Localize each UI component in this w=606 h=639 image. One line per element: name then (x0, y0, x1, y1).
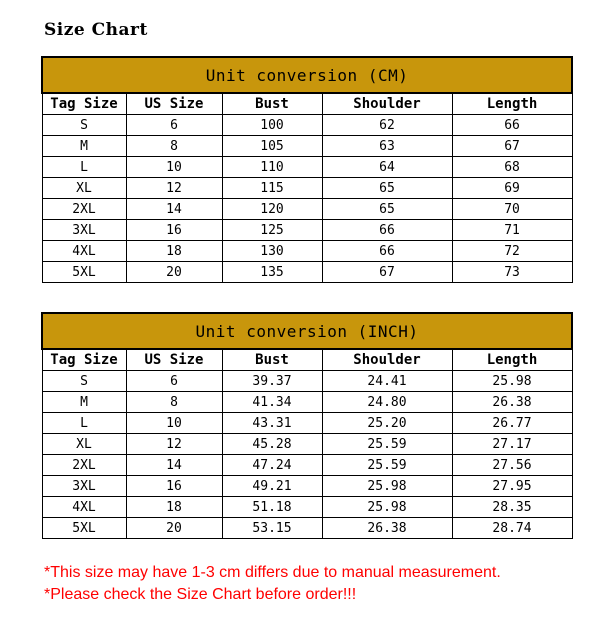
cell-tag-size: 4XL (42, 497, 126, 518)
table-row (42, 115, 572, 136)
cell-length: 72 (452, 241, 572, 262)
table-row (42, 220, 572, 241)
column-header-us-size: US Size (126, 93, 222, 115)
cell-shoulder: 65 (322, 178, 452, 199)
cell-tag-size: XL (42, 178, 126, 199)
table-row (42, 518, 572, 539)
cell-bust: 41.34 (222, 392, 322, 413)
cell-tag-size: L (42, 157, 126, 178)
cell-us-size: 8 (126, 392, 222, 413)
table-row (42, 434, 572, 455)
table-row (42, 178, 572, 199)
cell-shoulder: 25.98 (322, 497, 452, 518)
cell-us-size: 18 (126, 497, 222, 518)
note-check-chart: *Please check the Size Chart before order!!! (44, 586, 357, 603)
cell-length: 27.17 (452, 434, 572, 455)
cell-us-size: 12 (126, 178, 222, 199)
cell-length: 70 (452, 199, 572, 220)
inch-table-banner: Unit conversion (INCH) (42, 313, 572, 349)
table-row (42, 455, 572, 476)
cell-shoulder: 25.98 (322, 476, 452, 497)
table-row (42, 413, 572, 434)
cell-bust: 49.21 (222, 476, 322, 497)
cell-tag-size: 2XL (42, 199, 126, 220)
column-header-bust: Bust (222, 349, 322, 371)
cell-us-size: 10 (126, 157, 222, 178)
cell-bust: 43.31 (222, 413, 322, 434)
cell-tag-size: M (42, 392, 126, 413)
cell-length: 28.74 (452, 518, 572, 539)
cell-bust: 135 (222, 262, 322, 283)
cell-tag-size: L (42, 413, 126, 434)
cell-tag-size: 5XL (42, 518, 126, 539)
cell-length: 71 (452, 220, 572, 241)
cell-length: 67 (452, 136, 572, 157)
cell-us-size: 18 (126, 241, 222, 262)
cell-us-size: 14 (126, 199, 222, 220)
table-row (42, 371, 572, 392)
table-row (42, 136, 572, 157)
cell-us-size: 6 (126, 371, 222, 392)
cell-bust: 53.15 (222, 518, 322, 539)
column-header-tag-size: Tag Size (42, 93, 126, 115)
table-row (42, 262, 572, 283)
column-header-length: Length (452, 93, 572, 115)
cm-header-row (42, 93, 572, 115)
cell-shoulder: 25.20 (322, 413, 452, 434)
column-header-tag-size: Tag Size (42, 349, 126, 371)
cell-bust: 45.28 (222, 434, 322, 455)
cell-bust: 120 (222, 199, 322, 220)
cell-shoulder: 63 (322, 136, 452, 157)
cell-us-size: 20 (126, 262, 222, 283)
cell-us-size: 10 (126, 413, 222, 434)
cell-tag-size: 3XL (42, 476, 126, 497)
cell-shoulder: 66 (322, 220, 452, 241)
table-row (42, 497, 572, 518)
table-row (42, 157, 572, 178)
cell-us-size: 16 (126, 476, 222, 497)
cell-shoulder: 25.59 (322, 434, 452, 455)
cell-shoulder: 24.80 (322, 392, 452, 413)
page-title: Size Chart (44, 20, 148, 40)
cell-us-size: 8 (126, 136, 222, 157)
cell-bust: 105 (222, 136, 322, 157)
column-header-bust: Bust (222, 93, 322, 115)
cell-shoulder: 62 (322, 115, 452, 136)
cell-bust: 110 (222, 157, 322, 178)
cell-us-size: 12 (126, 434, 222, 455)
cell-length: 26.38 (452, 392, 572, 413)
cm-table-banner: Unit conversion (CM) (42, 57, 572, 93)
cell-us-size: 20 (126, 518, 222, 539)
inch-size-table (41, 312, 573, 539)
cell-length: 26.77 (452, 413, 572, 434)
column-header-shoulder: Shoulder (322, 93, 452, 115)
cell-tag-size: XL (42, 434, 126, 455)
cell-shoulder: 67 (322, 262, 452, 283)
column-header-us-size: US Size (126, 349, 222, 371)
cell-us-size: 16 (126, 220, 222, 241)
cell-tag-size: 2XL (42, 455, 126, 476)
cell-shoulder: 66 (322, 241, 452, 262)
cell-length: 66 (452, 115, 572, 136)
cell-shoulder: 65 (322, 199, 452, 220)
notes (44, 562, 501, 606)
table-row (42, 476, 572, 497)
cell-length: 27.95 (452, 476, 572, 497)
cell-length: 27.56 (452, 455, 572, 476)
table-row (42, 392, 572, 413)
cell-bust: 47.24 (222, 455, 322, 476)
cell-length: 73 (452, 262, 572, 283)
cell-shoulder: 26.38 (322, 518, 452, 539)
cell-length: 69 (452, 178, 572, 199)
cell-tag-size: S (42, 115, 126, 136)
cell-tag-size: 4XL (42, 241, 126, 262)
table-row (42, 199, 572, 220)
cell-tag-size: M (42, 136, 126, 157)
column-header-length: Length (452, 349, 572, 371)
cell-us-size: 14 (126, 455, 222, 476)
cell-shoulder: 24.41 (322, 371, 452, 392)
cell-shoulder: 64 (322, 157, 452, 178)
cell-us-size: 6 (126, 115, 222, 136)
cell-length: 25.98 (452, 371, 572, 392)
cell-length: 28.35 (452, 497, 572, 518)
cell-tag-size: S (42, 371, 126, 392)
column-header-shoulder: Shoulder (322, 349, 452, 371)
note-measurement: *This size may have 1-3 cm differs due to manual measurement. (44, 564, 501, 581)
cell-bust: 100 (222, 115, 322, 136)
cell-length: 68 (452, 157, 572, 178)
cm-size-table (41, 56, 573, 283)
table-row (42, 241, 572, 262)
cell-tag-size: 5XL (42, 262, 126, 283)
cell-shoulder: 25.59 (322, 455, 452, 476)
inch-header-row (42, 349, 572, 371)
cell-bust: 51.18 (222, 497, 322, 518)
cell-bust: 39.37 (222, 371, 322, 392)
cell-tag-size: 3XL (42, 220, 126, 241)
cell-bust: 130 (222, 241, 322, 262)
cell-bust: 115 (222, 178, 322, 199)
cell-bust: 125 (222, 220, 322, 241)
